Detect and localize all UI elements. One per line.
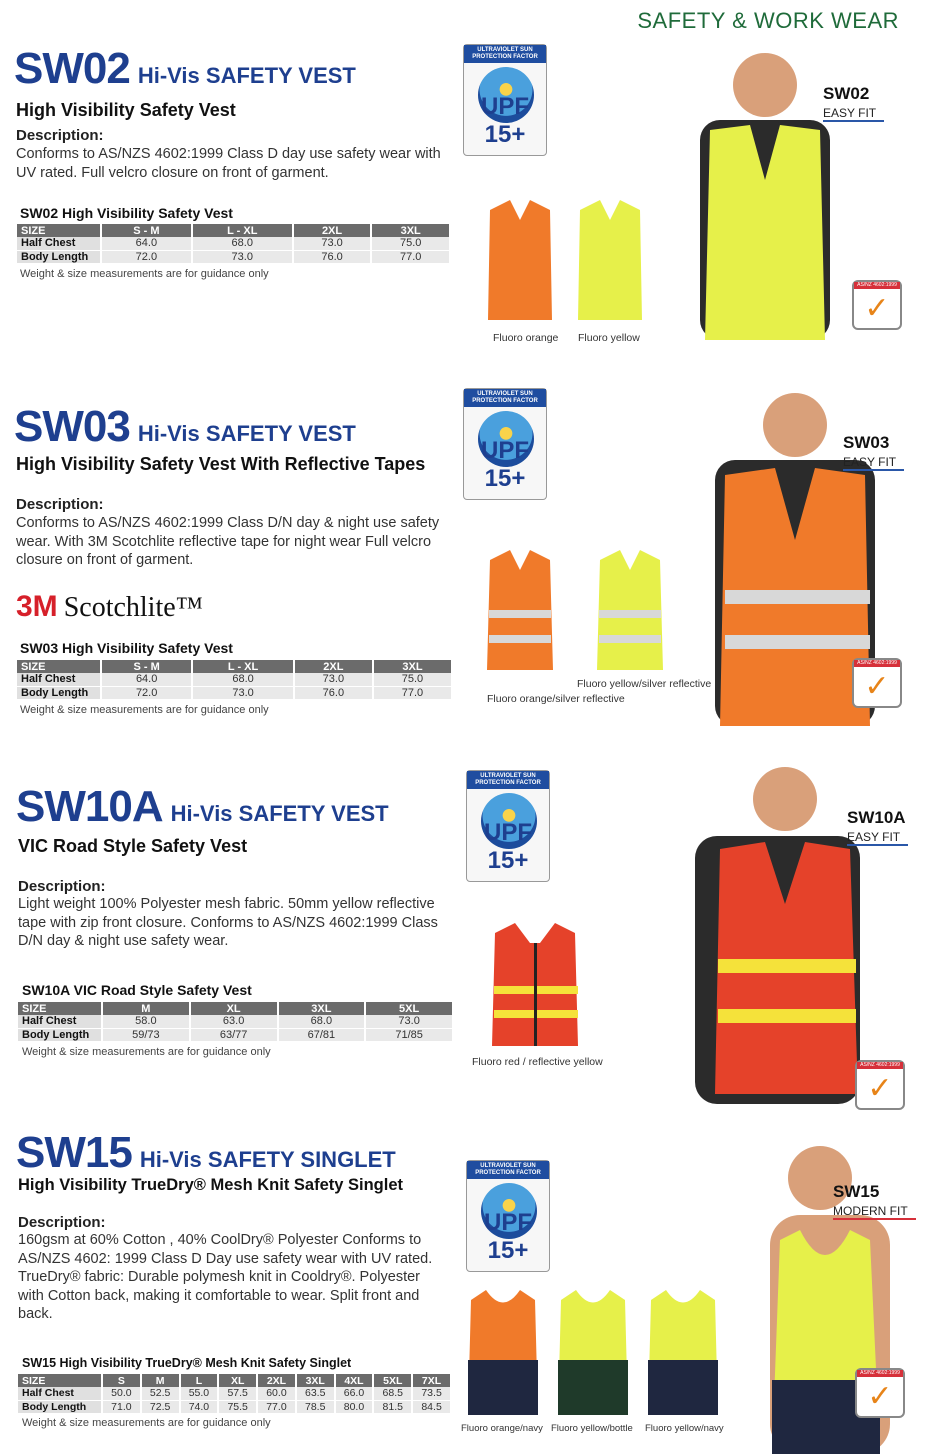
certification-badge: AS/NZ 4602:1999 ✓	[852, 280, 902, 330]
size-table-title: SW10A VIC Road Style Safety Vest	[22, 982, 252, 998]
product-subtitle: High Visibility Safety Vest	[16, 100, 236, 120]
page-header-title: SAFETY & WORK WEAR	[637, 8, 899, 33]
singlet-product-images	[466, 1285, 731, 1420]
fit-label: SW03 EASY FIT	[843, 433, 904, 471]
checkmark-icon: ✓	[867, 1072, 893, 1105]
fit-label: SW15 MODERN FIT	[833, 1182, 916, 1220]
description-text: Conforms to AS/NZS 4602:1999 Class D/N day & night use safety wear. With 3M Scotchlite reflective tape for night wear Full velcro closure on front of garment.	[16, 515, 440, 568]
product-code: SW10A Hi-Vis SAFETY VEST	[16, 782, 389, 831]
color-caption: Fluoro orange/silver reflective	[487, 693, 625, 705]
checkmark-icon: ✓	[864, 292, 890, 325]
color-caption: Fluoro orange/navy	[461, 1423, 543, 1434]
table-row: Body Length 72.0 73.0 76.0 77.0	[17, 250, 450, 263]
certification-badge: AS/NZ 4602:1999 ✓	[855, 1368, 905, 1418]
certification-badge: AS/NZ 4602:1999 ✓	[855, 1060, 905, 1110]
fit-label: SW02 EASY FIT	[823, 84, 884, 122]
product-section-sw02	[0, 0, 929, 360]
table-row: Body Length 71.0 72.5 74.0 75.5 77.0 78.5 80.0 81.5 84.5	[18, 1400, 451, 1413]
upf-badge: ULTRAVIOLET SUN PROTECTION FACTOR UPF 15+	[463, 388, 547, 500]
size-table-title: SW02 High Visibility Safety Vest	[20, 205, 233, 221]
size-table: SIZE S - M L - XL 2XL 3XL Half Chest 64.0 68.0 73.0 75.0 Body Length 72.0 73.0 76.0 77.0	[17, 660, 453, 700]
certification-badge: AS/NZ 4602:1999 ✓	[852, 658, 902, 708]
product-code: SW02 Hi-Vis SAFETY VEST	[14, 44, 356, 93]
upf-badge: ULTRAVIOLET SUN PROTECTION FACTOR UPF 15+	[463, 44, 547, 156]
size-table: SIZE S - M L - XL 2XL 3XL Half Chest 64.0 68.0 73.0 75.0 Body Length 72.0 73.0 76.0 77.0	[17, 224, 451, 264]
model-photo	[690, 754, 865, 1104]
fit-label: SW10A EASY FIT	[847, 808, 908, 846]
color-caption: Fluoro orange	[493, 332, 559, 344]
table-row: Half Chest 58.0 63.0 68.0 73.0	[18, 1015, 453, 1028]
table-row: Half Chest 64.0 68.0 73.0 75.0	[17, 673, 452, 686]
table-row: Half Chest 50.0 52.5 55.0 57.5 60.0 63.5 66.0 68.5 73.5	[18, 1387, 451, 1400]
color-caption: Fluoro red / reflective yellow	[472, 1056, 603, 1068]
size-note: Weight & size measurements are for guidance only	[22, 1417, 271, 1429]
table-row: Body Length 72.0 73.0 76.0 77.0	[17, 686, 452, 699]
product-subtitle: High Visibility TrueDry® Mesh Knit Safety Singlet	[18, 1176, 404, 1194]
product-subtitle: High Visibility Safety Vest With Reflective Tapes	[16, 454, 426, 474]
vest-product-images	[485, 540, 695, 680]
3m-scotchlite-logo: 3M Scotchlite™	[16, 590, 204, 623]
product-section-sw15	[0, 1110, 929, 1454]
size-table-title: SW15 High Visibility TrueDry® Mesh Knit Safety Singlet	[22, 1356, 352, 1370]
table-row: Body Length 59/73 63/77 67/81 71/85	[18, 1028, 453, 1041]
size-table: SIZE S M L XL 2XL 3XL 4XL 5XL 7XL Half Chest 50.0 52.5 55.0 57.5 60.0 63.5 66.0 68.5 73.5 Body Length 71.0 72.5 74.0 75.5 77.0 78.5 80.0 81.5 84.5	[18, 1374, 452, 1414]
description-text: Light weight 100% Polyester mesh fabric. 50mm yellow reflective tape with zip front closure. Conforms to AS/NZS 4602:1999 Class D/N day & night use safety wear.	[18, 896, 438, 949]
checkmark-icon: ✓	[867, 1380, 893, 1413]
size-note: Weight & size measurements are for guidance only	[20, 268, 269, 280]
vest-product-image	[490, 918, 590, 1048]
checkmark-icon: ✓	[864, 670, 890, 703]
product-code: SW03 Hi-Vis SAFETY VEST	[14, 402, 356, 451]
description-heading: Description:	[16, 127, 104, 144]
size-table-title: SW03 High Visibility Safety Vest	[20, 640, 233, 656]
upf-badge: ULTRAVIOLET SUN PROTECTION FACTOR UPF 15+	[466, 1160, 550, 1272]
size-note: Weight & size measurements are for guidance only	[20, 704, 269, 716]
description-text: 160gsm at 60% Cotton , 40% CoolDry® Polyester Conforms to AS/NZS 4602: 1999 Class D Day use safety wear with UV rated. TrueDry® fabric: Durable polymesh knit in Cooldry®. Polyester with Cotton back, making it comfortable to wear. Split front and back.	[18, 1232, 433, 1322]
description-text: Conforms to AS/NZS 4602:1999 Class D day use safety wear with UV rated. Full velcro closure on front of garment.	[16, 146, 441, 181]
color-caption: Fluoro yellow/silver reflective	[577, 678, 712, 690]
product-section-sw10a	[0, 740, 929, 1110]
color-caption: Fluoro yellow/navy	[645, 1423, 724, 1434]
size-note: Weight & size measurements are for guidance only	[22, 1046, 271, 1058]
color-caption: Fluoro yellow/bottle	[551, 1423, 633, 1434]
size-table: SIZE M XL 3XL 5XL Half Chest 58.0 63.0 68.0 73.0 Body Length 59/73 63/77 67/81 71/85	[18, 1002, 454, 1042]
product-subtitle: VIC Road Style Safety Vest	[18, 836, 248, 856]
product-code: SW15 Hi-Vis SAFETY SINGLET	[16, 1128, 396, 1177]
table-row: Half Chest 64.0 68.0 73.0 75.0	[17, 237, 450, 250]
upf-badge: ULTRAVIOLET SUN PROTECTION FACTOR UPF 15+	[466, 770, 550, 882]
description-heading: Description:	[16, 496, 104, 513]
vest-product-images	[480, 190, 660, 330]
product-section-sw03	[0, 360, 929, 730]
description-heading: Description:	[18, 878, 106, 895]
color-caption: Fluoro yellow	[578, 332, 640, 344]
description-heading: Description:	[18, 1214, 106, 1231]
